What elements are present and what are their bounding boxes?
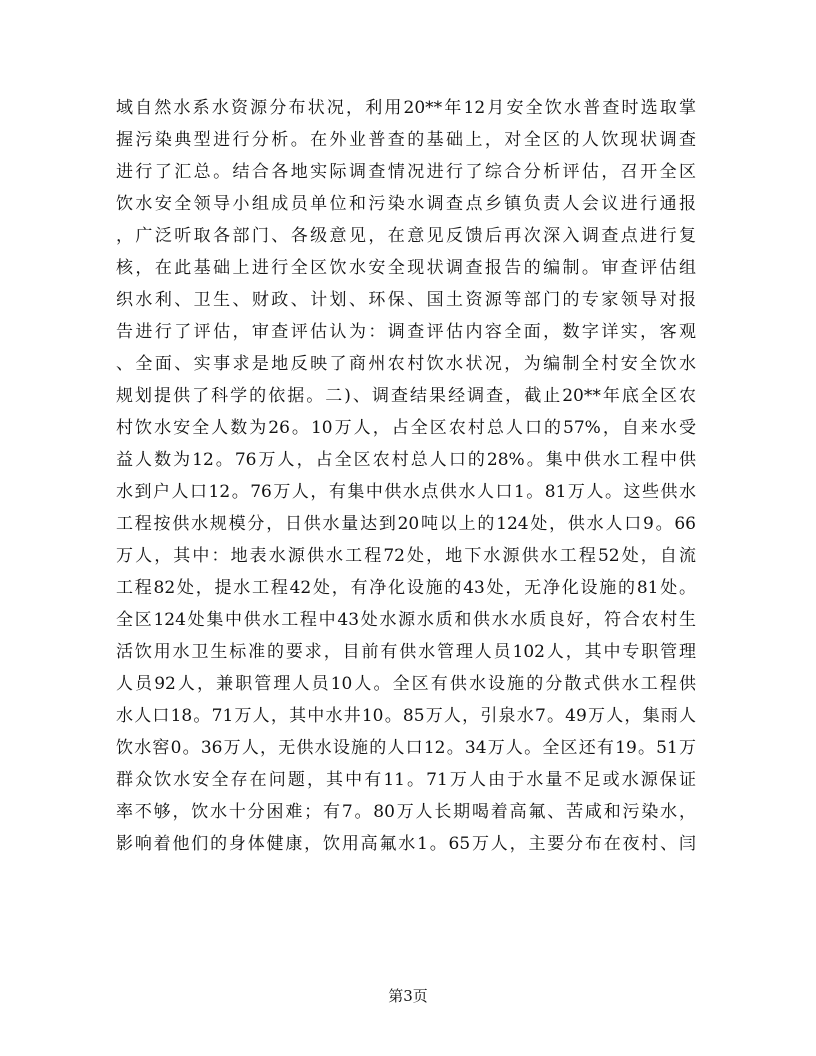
text-line: 益人数为12。76万人，占全区农村总人口的28%。集中供水工程中供 bbox=[116, 450, 696, 470]
text-line: 村饮水安全人数为26。10万人，占全区农村总人口的57%，自来水受 bbox=[116, 418, 696, 438]
text-line: 规划提供了科学的依据。二)、调查结果经调查，截止20**年底全区农 bbox=[116, 386, 696, 406]
text-line: 活饮用水卫生标准的要求，目前有供水管理人员102人，其中专职管理 bbox=[116, 642, 696, 662]
page-number: 第3页 bbox=[388, 987, 428, 1005]
text-line: 告进行了评估，审查评估认为：调查评估内容全面，数字详实，客观 bbox=[116, 322, 696, 342]
text-line: 饮水安全领导小组成员单位和污染水调查点乡镇负责人会议进行通报 bbox=[116, 194, 696, 214]
text-line: 群众饮水安全存在问题，其中有11。71万人由于水量不足或水源保证 bbox=[116, 770, 696, 790]
text-line: 工程82处，提水工程42处，有净化设施的43处，无净化设施的81处。 bbox=[116, 578, 696, 598]
text-line: 进行了汇总。结合各地实际调查情况进行了综合分析评估，召开全区 bbox=[116, 162, 696, 182]
text-line: 握污染典型进行分析。在外业普查的基础上，对全区的人饮现状调查 bbox=[116, 130, 696, 150]
text-line: 域自然水系水资源分布状况，利用20**年12月安全饮水普查时选取掌 bbox=[116, 98, 696, 118]
text-line: 影响着他们的身体健康，饮用高氟水1。65万人，主要分布在夜村、闫 bbox=[116, 834, 696, 854]
text-line: 全区124处集中供水工程中43处水源水质和供水水质良好，符合农村生 bbox=[116, 610, 696, 630]
text-line: 核，在此基础上进行全区饮水安全现状调查报告的编制。审查评估组 bbox=[116, 258, 696, 278]
text-line: 率不够，饮水十分困难；有7。80万人长期喝着高氟、苦咸和污染水， bbox=[116, 802, 696, 822]
text-line: 工程按供水规模分，日供水量达到20吨以上的124处，供水人口9。66 bbox=[116, 514, 696, 534]
text-line: 人员92人，兼职管理人员10人。全区有供水设施的分散式供水工程供 bbox=[116, 674, 696, 694]
text-line: 万人，其中：地表水源供水工程72处，地下水源供水工程52处，自流 bbox=[116, 546, 696, 566]
text-line: 水人口18。71万人，其中水井10。85万人，引泉水7。49万人，集雨人 bbox=[116, 706, 696, 726]
text-line: 、全面、实事求是地反映了商州农村饮水状况，为编制全村安全饮水 bbox=[116, 354, 696, 374]
text-line: 织水利、卫生、财政、计划、环保、国土资源等部门的专家领导对报 bbox=[116, 290, 696, 310]
text-line: 水到户人口12。76万人，有集中供水点供水人口1。81万人。这些供水 bbox=[116, 482, 696, 502]
text-line: ，广泛听取各部门、各级意见，在意见反馈后再次深入调查点进行复 bbox=[116, 226, 696, 246]
text-line: 饮水窖0。36万人，无供水设施的人口12。34万人。全区还有19。51万 bbox=[116, 738, 696, 758]
body-text bbox=[116, 92, 696, 860]
